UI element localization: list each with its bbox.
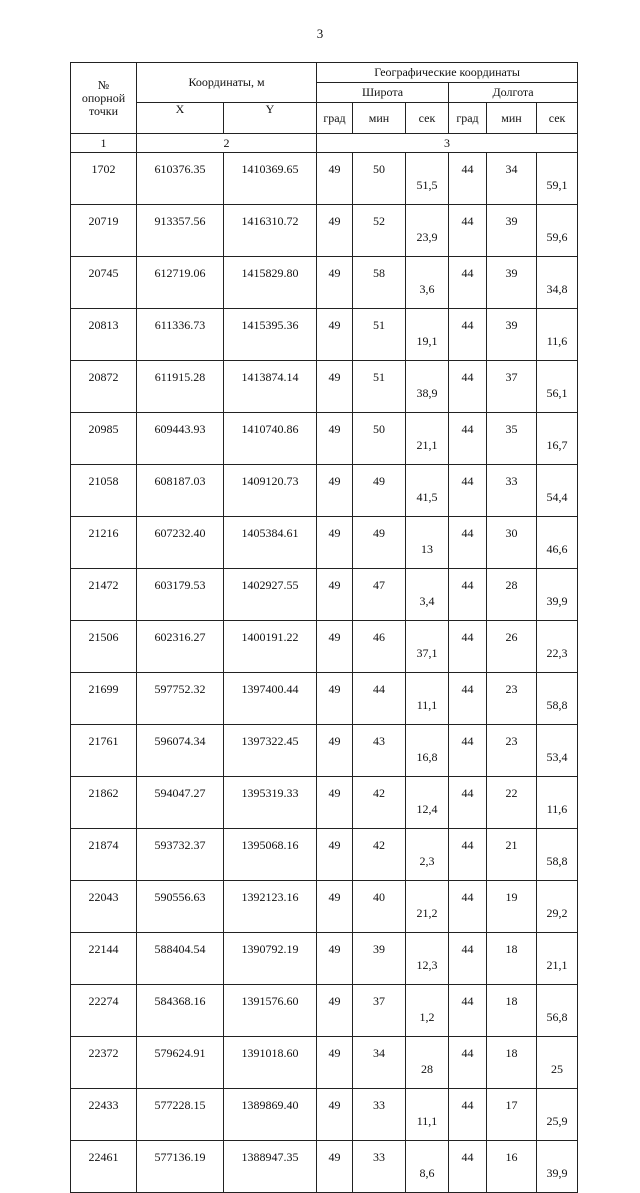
- cell-lat-deg: 49: [317, 569, 353, 621]
- cell-x-coordinate: 597752.32: [137, 673, 224, 725]
- cell-y-coordinate: 1410369.65: [224, 153, 317, 205]
- header-lon-min: мин: [487, 103, 537, 134]
- cell-lat-sec: 3,6: [406, 257, 449, 309]
- cell-lon-min: 18: [487, 933, 537, 985]
- cell-x-coordinate: 596074.34: [137, 725, 224, 777]
- cell-lat-deg: 49: [317, 309, 353, 361]
- cell-point-number: 21862: [71, 777, 137, 829]
- cell-lat-deg: 49: [317, 621, 353, 673]
- cell-y-coordinate: 1397322.45: [224, 725, 317, 777]
- cell-lon-sec: 58,8: [537, 673, 578, 725]
- cell-lon-sec: 59,6: [537, 205, 578, 257]
- cell-point-number: 20872: [71, 361, 137, 413]
- cell-lat-sec: 12,3: [406, 933, 449, 985]
- cell-x-coordinate: 594047.27: [137, 777, 224, 829]
- table-row: [71, 621, 578, 673]
- cell-lon-deg: 44: [449, 153, 487, 205]
- cell-lon-min: 39: [487, 257, 537, 309]
- cell-lat-min: 33: [353, 1089, 406, 1141]
- cell-lon-min: 23: [487, 725, 537, 777]
- cell-y-coordinate: 1415395.36: [224, 309, 317, 361]
- cell-lat-min: 50: [353, 153, 406, 205]
- table-row: [71, 725, 578, 777]
- table-row: [71, 1141, 578, 1193]
- table-body: [71, 153, 578, 1193]
- cell-lat-deg: 49: [317, 465, 353, 517]
- cell-y-coordinate: 1392123.16: [224, 881, 317, 933]
- cell-lat-sec: 16,8: [406, 725, 449, 777]
- cell-lat-deg: 49: [317, 725, 353, 777]
- cell-lon-min: 22: [487, 777, 537, 829]
- cell-lon-deg: 44: [449, 829, 487, 881]
- table-row: [71, 673, 578, 725]
- cell-x-coordinate: 608187.03: [137, 465, 224, 517]
- cell-lat-sec: 1,2: [406, 985, 449, 1037]
- cell-y-coordinate: 1400191.22: [224, 621, 317, 673]
- cell-point-number: 22274: [71, 985, 137, 1037]
- cell-lon-min: 18: [487, 985, 537, 1037]
- cell-lat-min: 43: [353, 725, 406, 777]
- cell-lon-min: 30: [487, 517, 537, 569]
- cell-lat-sec: 21,2: [406, 881, 449, 933]
- column-index-2: 2: [137, 134, 317, 153]
- cell-y-coordinate: 1397400.44: [224, 673, 317, 725]
- cell-lat-sec: 23,9: [406, 205, 449, 257]
- cell-lat-deg: 49: [317, 153, 353, 205]
- cell-point-number: 22043: [71, 881, 137, 933]
- cell-lat-min: 52: [353, 205, 406, 257]
- cell-lat-deg: 49: [317, 1141, 353, 1193]
- cell-lat-sec: 28: [406, 1037, 449, 1089]
- table-row: [71, 309, 578, 361]
- cell-lat-min: 49: [353, 465, 406, 517]
- cell-lat-min: 51: [353, 309, 406, 361]
- cell-lat-deg: 49: [317, 413, 353, 465]
- cell-x-coordinate: 610376.35: [137, 153, 224, 205]
- cell-lon-sec: 22,3: [537, 621, 578, 673]
- cell-x-coordinate: 588404.54: [137, 933, 224, 985]
- cell-lat-min: 33: [353, 1141, 406, 1193]
- cell-lon-min: 35: [487, 413, 537, 465]
- cell-lat-sec: 3,4: [406, 569, 449, 621]
- cell-point-number: 20719: [71, 205, 137, 257]
- cell-lat-min: 46: [353, 621, 406, 673]
- cell-point-number: 21506: [71, 621, 137, 673]
- cell-lon-deg: 44: [449, 881, 487, 933]
- cell-lon-sec: 39,9: [537, 569, 578, 621]
- cell-lon-deg: 44: [449, 569, 487, 621]
- cell-point-number: 22461: [71, 1141, 137, 1193]
- table-row: [71, 465, 578, 517]
- cell-lat-deg: 49: [317, 517, 353, 569]
- cell-lon-min: 39: [487, 205, 537, 257]
- cell-lon-min: 19: [487, 881, 537, 933]
- cell-lon-min: 39: [487, 309, 537, 361]
- table-row: [71, 1089, 578, 1141]
- header-longitude: Долгота: [449, 83, 578, 103]
- cell-y-coordinate: 1402927.55: [224, 569, 317, 621]
- cell-lon-deg: 44: [449, 309, 487, 361]
- cell-lat-deg: 49: [317, 361, 353, 413]
- cell-x-coordinate: 611336.73: [137, 309, 224, 361]
- cell-lon-min: 23: [487, 673, 537, 725]
- cell-lon-min: 21: [487, 829, 537, 881]
- cell-lon-min: 26: [487, 621, 537, 673]
- cell-y-coordinate: 1395068.16: [224, 829, 317, 881]
- cell-lon-deg: 44: [449, 361, 487, 413]
- cell-lat-sec: 37,1: [406, 621, 449, 673]
- cell-y-coordinate: 1415829.80: [224, 257, 317, 309]
- cell-y-coordinate: 1395319.33: [224, 777, 317, 829]
- cell-point-number: 21472: [71, 569, 137, 621]
- cell-lon-deg: 44: [449, 1089, 487, 1141]
- cell-lon-deg: 44: [449, 1141, 487, 1193]
- cell-lon-deg: 44: [449, 465, 487, 517]
- cell-lat-sec: 13: [406, 517, 449, 569]
- cell-lon-sec: 39,9: [537, 1141, 578, 1193]
- header-geographic-coordinates: Географические координаты: [317, 63, 578, 83]
- cell-lat-deg: 49: [317, 1037, 353, 1089]
- cell-lat-sec: 12,4: [406, 777, 449, 829]
- header-lat-min: мин: [353, 103, 406, 134]
- cell-lat-min: 51: [353, 361, 406, 413]
- cell-lon-min: 33: [487, 465, 537, 517]
- cell-lat-min: 50: [353, 413, 406, 465]
- cell-y-coordinate: 1409120.73: [224, 465, 317, 517]
- cell-lat-sec: 51,5: [406, 153, 449, 205]
- cell-lon-deg: 44: [449, 205, 487, 257]
- cell-lat-deg: 49: [317, 829, 353, 881]
- cell-lat-deg: 49: [317, 985, 353, 1037]
- header-lon-sec: сек: [537, 103, 578, 134]
- cell-lon-deg: 44: [449, 257, 487, 309]
- cell-lon-sec: 16,7: [537, 413, 578, 465]
- cell-point-number: 20745: [71, 257, 137, 309]
- header-lat-sec: сек: [406, 103, 449, 134]
- cell-lon-sec: 46,6: [537, 517, 578, 569]
- cell-x-coordinate: 577136.19: [137, 1141, 224, 1193]
- cell-point-number: 22433: [71, 1089, 137, 1141]
- cell-x-coordinate: 612719.06: [137, 257, 224, 309]
- cell-lat-min: 49: [353, 517, 406, 569]
- cell-x-coordinate: 607232.40: [137, 517, 224, 569]
- cell-lat-deg: 49: [317, 205, 353, 257]
- cell-y-coordinate: 1389869.40: [224, 1089, 317, 1141]
- cell-lat-sec: 11,1: [406, 1089, 449, 1141]
- cell-x-coordinate: 584368.16: [137, 985, 224, 1037]
- cell-lon-deg: 44: [449, 413, 487, 465]
- cell-y-coordinate: 1388947.35: [224, 1141, 317, 1193]
- cell-lat-sec: 41,5: [406, 465, 449, 517]
- cell-y-coordinate: 1390792.19: [224, 933, 317, 985]
- table-row: [71, 829, 578, 881]
- cell-x-coordinate: 577228.15: [137, 1089, 224, 1141]
- cell-lon-deg: 44: [449, 621, 487, 673]
- cell-x-coordinate: 593732.37: [137, 829, 224, 881]
- column-index-1: 1: [71, 134, 137, 153]
- header-lon-deg: град: [449, 103, 487, 134]
- cell-y-coordinate: 1391576.60: [224, 985, 317, 1037]
- table-row: [71, 933, 578, 985]
- cell-point-number: 21874: [71, 829, 137, 881]
- cell-lat-sec: 38,9: [406, 361, 449, 413]
- cell-lon-min: 18: [487, 1037, 537, 1089]
- cell-lat-sec: 21,1: [406, 413, 449, 465]
- cell-lon-min: 37: [487, 361, 537, 413]
- table-row: [71, 777, 578, 829]
- page-number: 3: [316, 26, 324, 41]
- cell-point-number: 21699: [71, 673, 137, 725]
- cell-lon-sec: 53,4: [537, 725, 578, 777]
- cell-lon-min: 17: [487, 1089, 537, 1141]
- header-latitude: Широта: [317, 83, 449, 103]
- cell-lon-min: 16: [487, 1141, 537, 1193]
- cell-x-coordinate: 590556.63: [137, 881, 224, 933]
- table-row: [71, 361, 578, 413]
- cell-lat-min: 42: [353, 777, 406, 829]
- cell-lon-deg: 44: [449, 673, 487, 725]
- cell-lat-min: 47: [353, 569, 406, 621]
- cell-lon-sec: 34,8: [537, 257, 578, 309]
- table-row: [71, 569, 578, 621]
- cell-lat-min: 37: [353, 985, 406, 1037]
- cell-lon-deg: 44: [449, 1037, 487, 1089]
- table-row: [71, 205, 578, 257]
- coordinates-table: [70, 62, 578, 1193]
- cell-lat-min: 44: [353, 673, 406, 725]
- cell-lon-min: 28: [487, 569, 537, 621]
- cell-y-coordinate: 1391018.60: [224, 1037, 317, 1089]
- cell-lon-deg: 44: [449, 985, 487, 1037]
- cell-lat-deg: 49: [317, 673, 353, 725]
- cell-point-number: 22372: [71, 1037, 137, 1089]
- cell-lat-min: 58: [353, 257, 406, 309]
- cell-lon-deg: 44: [449, 933, 487, 985]
- cell-x-coordinate: 611915.28: [137, 361, 224, 413]
- cell-lon-sec: 54,4: [537, 465, 578, 517]
- cell-x-coordinate: 603179.53: [137, 569, 224, 621]
- cell-lon-sec: 25: [537, 1037, 578, 1089]
- cell-lat-deg: 49: [317, 257, 353, 309]
- cell-lon-min: 34: [487, 153, 537, 205]
- cell-lat-sec: 2,3: [406, 829, 449, 881]
- cell-y-coordinate: 1413874.14: [224, 361, 317, 413]
- cell-lat-min: 40: [353, 881, 406, 933]
- cell-x-coordinate: 609443.93: [137, 413, 224, 465]
- cell-lon-sec: 56,1: [537, 361, 578, 413]
- cell-lat-sec: 19,1: [406, 309, 449, 361]
- cell-lon-sec: 25,9: [537, 1089, 578, 1141]
- cell-lat-min: 42: [353, 829, 406, 881]
- cell-lon-sec: 59,1: [537, 153, 578, 205]
- cell-point-number: 22144: [71, 933, 137, 985]
- header-x: X: [137, 103, 224, 134]
- cell-y-coordinate: 1416310.72: [224, 205, 317, 257]
- cell-lon-sec: 11,6: [537, 309, 578, 361]
- cell-point-number: 20985: [71, 413, 137, 465]
- cell-point-number: 1702: [71, 153, 137, 205]
- table-row: [71, 153, 578, 205]
- cell-lat-min: 39: [353, 933, 406, 985]
- cell-lat-min: 34: [353, 1037, 406, 1089]
- table-row: [71, 517, 578, 569]
- cell-lon-sec: 29,2: [537, 881, 578, 933]
- cell-lat-sec: 8,6: [406, 1141, 449, 1193]
- cell-x-coordinate: 913357.56: [137, 205, 224, 257]
- table-row: [71, 413, 578, 465]
- cell-point-number: 21216: [71, 517, 137, 569]
- cell-x-coordinate: 579624.91: [137, 1037, 224, 1089]
- cell-lat-deg: 49: [317, 881, 353, 933]
- cell-lat-deg: 49: [317, 1089, 353, 1141]
- cell-y-coordinate: 1405384.61: [224, 517, 317, 569]
- header-coordinates-m: Координаты, м: [137, 63, 317, 103]
- cell-x-coordinate: 602316.27: [137, 621, 224, 673]
- header-y: Y: [224, 103, 317, 134]
- table-row: [71, 257, 578, 309]
- cell-lon-sec: 21,1: [537, 933, 578, 985]
- table-row: [71, 881, 578, 933]
- table-row: [71, 985, 578, 1037]
- cell-lon-sec: 56,8: [537, 985, 578, 1037]
- table-row: [71, 1037, 578, 1089]
- cell-point-number: 21058: [71, 465, 137, 517]
- cell-lon-sec: 11,6: [537, 777, 578, 829]
- cell-y-coordinate: 1410740.86: [224, 413, 317, 465]
- cell-lat-deg: 49: [317, 777, 353, 829]
- header-lat-deg: град: [317, 103, 353, 134]
- cell-lon-deg: 44: [449, 725, 487, 777]
- header-point-number: № опорной точки: [71, 63, 137, 134]
- column-index-3: 3: [317, 134, 578, 153]
- cell-point-number: 20813: [71, 309, 137, 361]
- cell-lon-deg: 44: [449, 517, 487, 569]
- cell-lat-sec: 11,1: [406, 673, 449, 725]
- cell-point-number: 21761: [71, 725, 137, 777]
- cell-lon-sec: 58,8: [537, 829, 578, 881]
- cell-lon-deg: 44: [449, 777, 487, 829]
- cell-lat-deg: 49: [317, 933, 353, 985]
